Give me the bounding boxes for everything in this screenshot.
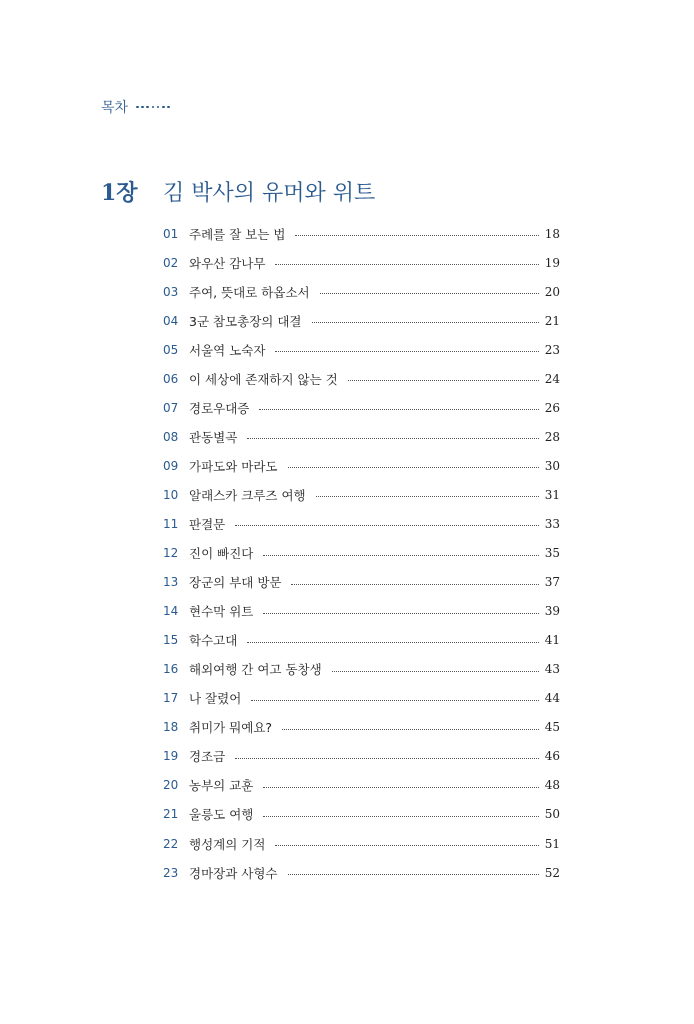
toc-dot-leader xyxy=(263,613,539,614)
toc-dot-leader xyxy=(235,758,539,759)
toc-header-label: 목차 xyxy=(101,100,129,116)
toc-dot-leader xyxy=(259,409,539,410)
toc-entry-number: 02 xyxy=(163,255,179,270)
toc-entry-title: 관동별곡 xyxy=(189,429,238,445)
toc-entry-page: 30 xyxy=(544,458,560,473)
toc-entry-number: 14 xyxy=(163,604,179,619)
toc-entry-number: 04 xyxy=(163,313,179,328)
toc-entry[interactable] xyxy=(163,858,560,887)
toc-entry-title: 농부의 교훈 xyxy=(189,778,254,794)
toc-entry-number: 22 xyxy=(163,836,179,851)
toc-entry[interactable] xyxy=(163,451,560,480)
toc-dot-leader xyxy=(275,264,539,265)
toc-entry-number: 23 xyxy=(163,865,179,880)
toc-dot-leader xyxy=(263,555,539,556)
toc-entry-title: 알래스카 크루즈 여행 xyxy=(189,487,306,503)
toc-dot-leader xyxy=(275,351,539,352)
toc-entry-page: 46 xyxy=(544,749,560,764)
toc-entry-number: 12 xyxy=(163,546,179,561)
toc-entry-title: 진이 빠진다 xyxy=(189,546,254,562)
toc-entry-number: 15 xyxy=(163,633,179,648)
toc-entry-page: 35 xyxy=(544,546,560,561)
toc-entry-page: 28 xyxy=(544,429,560,444)
toc-entry-page: 39 xyxy=(544,604,560,619)
toc-entry-title: 해외여행 간 여고 동창생 xyxy=(189,662,322,678)
toc-entry-title: 취미가 뭐예요? xyxy=(189,720,273,736)
toc-dot-leader xyxy=(320,293,539,294)
toc-list xyxy=(163,219,560,887)
toc-entry-number: 19 xyxy=(163,749,179,764)
toc-entry[interactable] xyxy=(163,277,560,306)
toc-dot-leader xyxy=(282,729,539,730)
toc-entry-page: 24 xyxy=(544,371,560,386)
toc-entry-title: 경조금 xyxy=(189,749,226,765)
toc-entry[interactable] xyxy=(163,364,560,393)
toc-entry[interactable] xyxy=(163,393,560,422)
chapter-number: 1장 xyxy=(101,180,138,206)
toc-dot-leader xyxy=(275,845,539,846)
toc-dot-leader xyxy=(288,874,540,875)
toc-entry-page: 21 xyxy=(544,313,560,328)
toc-entry-page: 44 xyxy=(544,691,560,706)
toc-entry-page: 18 xyxy=(544,226,560,241)
toc-entry-title: 3군 참모총장의 대결 xyxy=(189,313,302,329)
toc-entry[interactable] xyxy=(163,422,560,451)
toc-entry-title: 판결문 xyxy=(189,516,226,532)
toc-entry-number: 20 xyxy=(163,778,179,793)
toc-header xyxy=(101,97,170,117)
toc-entry-title: 현수막 위트 xyxy=(189,604,254,620)
toc-entry-title: 와우산 감나무 xyxy=(189,255,266,271)
toc-dot-leader xyxy=(332,671,539,672)
toc-entry-title: 경마장과 사형수 xyxy=(189,865,278,881)
toc-entry-page: 50 xyxy=(544,807,560,822)
toc-entry[interactable] xyxy=(163,713,560,742)
toc-entry-title: 학수고대 xyxy=(189,633,238,649)
toc-dot-leader xyxy=(235,525,539,526)
toc-entry[interactable] xyxy=(163,568,560,597)
toc-entry-page: 19 xyxy=(544,255,560,270)
toc-entry[interactable] xyxy=(163,539,560,568)
toc-dot-leader xyxy=(247,438,539,439)
toc-dot-leader xyxy=(316,496,539,497)
toc-entry-title: 주례를 잘 보는 법 xyxy=(189,226,286,242)
toc-entry[interactable] xyxy=(163,306,560,335)
toc-entry-title: 나 잘렸어 xyxy=(189,691,242,707)
toc-dot-leader xyxy=(291,584,539,585)
toc-entry-title: 이 세상에 존재하지 않는 것 xyxy=(189,371,338,387)
toc-entry[interactable] xyxy=(163,219,560,248)
toc-entry-number: 18 xyxy=(163,720,179,735)
toc-dot-leader xyxy=(348,380,539,381)
toc-entry-page: 41 xyxy=(544,633,560,648)
toc-entry-title: 가파도와 마라도 xyxy=(189,458,278,474)
toc-entry-page: 33 xyxy=(544,516,560,531)
toc-entry[interactable] xyxy=(163,597,560,626)
toc-entry[interactable] xyxy=(163,626,560,655)
toc-entry[interactable] xyxy=(163,655,560,684)
toc-dot-leader xyxy=(251,700,539,701)
toc-entry-title: 행성계의 기적 xyxy=(189,836,266,852)
toc-dot-leader xyxy=(295,235,539,236)
toc-entry[interactable] xyxy=(163,829,560,858)
toc-entry[interactable] xyxy=(163,509,560,538)
toc-entry-number: 03 xyxy=(163,284,179,299)
toc-entry-number: 21 xyxy=(163,807,179,822)
toc-entry-page: 37 xyxy=(544,575,560,590)
toc-entry-title: 주여, 뜻대로 하옵소서 xyxy=(189,284,310,300)
toc-entry-number: 09 xyxy=(163,458,179,473)
toc-entry-page: 52 xyxy=(544,865,560,880)
toc-entry-number: 01 xyxy=(163,226,179,241)
toc-entry-number: 08 xyxy=(163,429,179,444)
toc-entry-number: 07 xyxy=(163,400,179,415)
toc-entry-page: 20 xyxy=(544,284,560,299)
toc-entry[interactable] xyxy=(163,800,560,829)
toc-entry-page: 26 xyxy=(544,400,560,415)
toc-entry[interactable] xyxy=(163,742,560,771)
toc-entry[interactable] xyxy=(163,480,560,509)
toc-dot-leader xyxy=(312,322,540,323)
toc-entry[interactable] xyxy=(163,771,560,800)
toc-dot-leader xyxy=(263,816,539,817)
toc-dot-leader xyxy=(263,787,539,788)
toc-entry-title: 울릉도 여행 xyxy=(189,807,254,823)
toc-entry-number: 06 xyxy=(163,371,179,386)
toc-entry-page: 45 xyxy=(544,720,560,735)
toc-entry-page: 51 xyxy=(544,836,560,851)
toc-entry-page: 23 xyxy=(544,342,560,357)
toc-entry-number: 13 xyxy=(163,575,179,590)
toc-entry-page: 43 xyxy=(544,662,560,677)
toc-entry-page: 31 xyxy=(544,487,560,502)
header-dots-decoration xyxy=(136,106,170,109)
toc-entry-page: 48 xyxy=(544,778,560,793)
toc-entry-number: 11 xyxy=(163,516,179,531)
toc-entry[interactable] xyxy=(163,248,560,277)
toc-entry-title: 장군의 부대 방문 xyxy=(189,575,282,591)
toc-entry-title: 서울역 노숙자 xyxy=(189,342,266,358)
toc-entry-title: 경로우대증 xyxy=(189,400,250,416)
toc-dot-leader xyxy=(288,467,540,468)
chapter-title: 김 박사의 유머와 위트 xyxy=(163,181,376,206)
toc-entry-number: 10 xyxy=(163,487,179,502)
toc-dot-leader xyxy=(247,642,539,643)
toc-entry[interactable] xyxy=(163,684,560,713)
toc-entry-number: 16 xyxy=(163,662,179,677)
chapter-heading xyxy=(101,176,375,207)
toc-entry[interactable] xyxy=(163,335,560,364)
toc-entry-number: 17 xyxy=(163,691,179,706)
toc-entry-number: 05 xyxy=(163,342,179,357)
